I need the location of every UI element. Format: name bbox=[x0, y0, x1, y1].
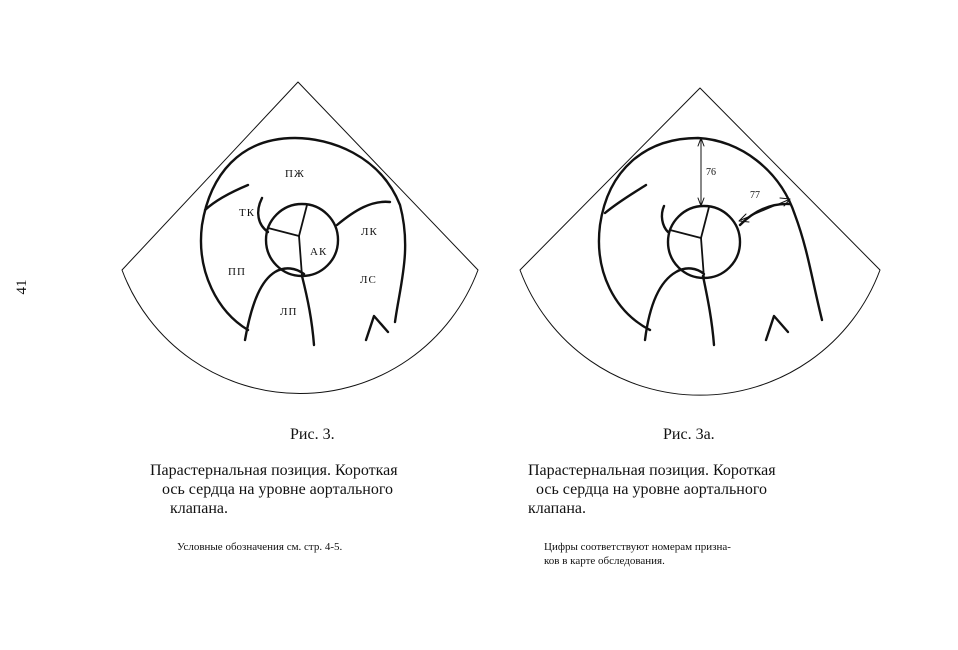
left-coronary-outflow bbox=[766, 316, 788, 340]
left-atrium-wall-right bbox=[302, 276, 314, 345]
ultrasound-sector bbox=[520, 88, 880, 395]
page-number: 41 bbox=[14, 279, 30, 295]
aortic-valve-leaflet-1 bbox=[268, 228, 299, 236]
caption-line: клапана. bbox=[528, 500, 586, 517]
caption-line: ось сердца на уровне аортального bbox=[162, 481, 393, 498]
tricuspid-valve-line bbox=[662, 206, 668, 232]
measurement-label-77: 77 bbox=[750, 190, 760, 201]
figure-caption-3a bbox=[528, 461, 838, 518]
left-coronary-outflow bbox=[366, 316, 388, 340]
caption-line: Парастернальная позиция. Короткая bbox=[528, 462, 776, 479]
left-atrium-wall-left bbox=[245, 268, 304, 340]
echo-diagram-fig3a bbox=[510, 0, 890, 370]
figure-title-3a: Рис. 3а. bbox=[663, 426, 715, 443]
label-tk: ТК bbox=[239, 207, 256, 219]
aortic-valve-leaflet-1 bbox=[670, 230, 701, 238]
left-atrium-wall-right bbox=[703, 276, 714, 345]
aortic-valve-leaflet-2 bbox=[299, 205, 307, 236]
label-pp: ПП bbox=[228, 266, 246, 278]
measurement-arrow-77 bbox=[741, 200, 788, 220]
note-line: Цифры соответствуют номерам призна- bbox=[544, 541, 731, 553]
label-lp: ЛП bbox=[280, 306, 298, 318]
echo-diagram-fig3 bbox=[110, 0, 490, 370]
label-ak: АК bbox=[310, 246, 328, 258]
caption-line: клапана. bbox=[170, 500, 228, 517]
note-line: Условные обозначения см. стр. 4-5. bbox=[177, 541, 343, 553]
left-atrium-wall-left bbox=[645, 268, 704, 340]
figure-caption-3 bbox=[150, 461, 460, 518]
label-lk: ЛК bbox=[361, 226, 378, 238]
figure-note-3a bbox=[544, 540, 824, 568]
label-ls: ЛС bbox=[360, 274, 377, 286]
label-pzh: ПЖ bbox=[285, 168, 305, 180]
figure-title-3: Рис. 3. bbox=[290, 426, 335, 443]
measurement-label-76: 76 bbox=[706, 167, 716, 178]
note-line: ков в карте обследования. bbox=[544, 555, 665, 567]
tricuspid-valve-line bbox=[258, 198, 268, 232]
figure-note-3 bbox=[177, 540, 437, 554]
caption-line: ось сердца на уровне аортального bbox=[536, 481, 767, 498]
left-coronary-wall bbox=[337, 202, 390, 225]
aortic-valve-leaflet-2 bbox=[701, 207, 709, 238]
caption-line: Парастернальная позиция. Короткая bbox=[150, 462, 398, 479]
